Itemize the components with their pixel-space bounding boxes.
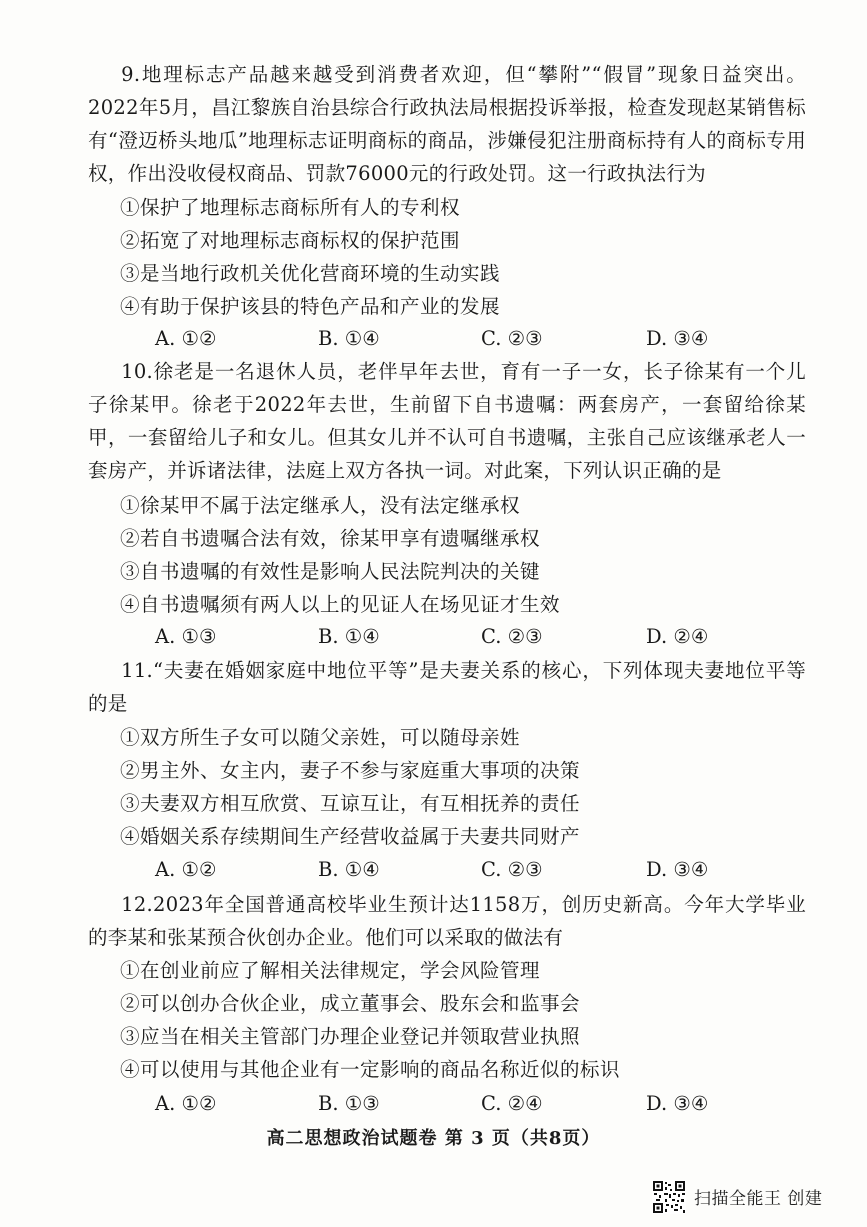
option-3: ③应当在相关主管部门办理企业登记并领取营业执照 xyxy=(120,1025,581,1048)
option-1: ①双方所生子女可以随父亲姓，可以随母亲姓 xyxy=(120,726,521,749)
option-4: ④有助于保护该县的特色产品和产业的发展 xyxy=(120,295,501,318)
choice-b: B. ①④ xyxy=(318,327,380,350)
choice-c: C. ②④ xyxy=(481,1092,543,1115)
option-2: ②若自书遗嘱合法有效，徐某甲享有遗嘱继承权 xyxy=(120,527,541,550)
option-1: ①在创业前应了解相关法律规定，学会风险管理 xyxy=(120,959,541,982)
choice-a: A. ①② xyxy=(155,858,217,881)
option-1: ①徐某甲不属于法定继承人，没有法定继承权 xyxy=(120,494,521,517)
option-3: ③是当地行政机关优化营商环境的生动实践 xyxy=(120,262,501,285)
choice-d: D. ③④ xyxy=(646,858,709,881)
option-1: ①保护了地理标志商标所有人的专利权 xyxy=(120,196,461,219)
choice-b: B. ①④ xyxy=(318,858,380,881)
option-2: ②可以创办合伙企业，成立董事会、股东会和监事会 xyxy=(120,992,581,1015)
question-stem: 11.“夫妻在婚姻家庭中地位平等”是夫妻关系的核心，下列体现夫妻地位平等的是 xyxy=(88,659,806,715)
page-footer: 高二思想政治试题卷 第 3 页（共8页） xyxy=(266,1128,601,1149)
answer-choices xyxy=(155,853,735,886)
option-2: ②男主外、女主内，妻子不参与家庭重大事项的决策 xyxy=(120,759,581,782)
choice-c: C. ②③ xyxy=(481,625,543,648)
answer-choices xyxy=(155,620,735,653)
option-2: ②拓宽了对地理标志商标权的保护范围 xyxy=(120,229,461,252)
option-4: ④婚姻关系存续期间生产经营收益属于夫妻共同财产 xyxy=(120,825,581,848)
option-4: ④自书遗嘱须有两人以上的见证人在场见证才生效 xyxy=(120,593,561,616)
qr-code-icon xyxy=(652,1180,686,1214)
answer-choices xyxy=(155,322,735,355)
choice-d: D. ③④ xyxy=(646,327,709,350)
choice-c: C. ②③ xyxy=(481,327,543,350)
choice-b: B. ①④ xyxy=(318,625,380,648)
choice-d: D. ②④ xyxy=(646,625,709,648)
answer-choices xyxy=(155,1087,735,1120)
choice-c: C. ②③ xyxy=(481,858,543,881)
choice-b: B. ①③ xyxy=(318,1092,380,1115)
question-stem: 10.徐老是一名退休人员，老伴早年去世，育有一子一女，长子徐某有一个儿子徐某甲。徐老于2022年去世，生前留下自书遗嘱：两套房产，一套留给徐某甲，一套留给儿子和女儿。但其女儿并不认可自书遗嘱，主张自己应该继承老人一套房产，并诉诸法律，法庭上双方各执一词。对此案，下列认识正确的是 xyxy=(88,360,806,482)
choice-a: A. ①③ xyxy=(155,625,217,648)
choice-d: D. ③④ xyxy=(646,1092,709,1115)
watermark-text: 扫描全能王 创建 xyxy=(694,1189,823,1209)
option-3: ③夫妻双方相互欣赏、互谅互让，有互相抚养的责任 xyxy=(120,792,581,815)
question-stem: 9.地理标志产品越来越受到消费者欢迎，但“攀附”“假冒”现象日益突出。2022年5月，昌江黎族自治县综合行政执法局根据投诉举报，检查发现赵某销售标有“澄迈桥头地瓜”地理标志证明商标的商品，涉嫌侵犯注册商标持有人的商标专用权，作出没收侵权商品、罚款76000元的行政处罚。这一行政执法行为 xyxy=(88,63,806,185)
choice-a: A. ①② xyxy=(155,327,217,350)
option-4: ④可以使用与其他企业有一定影响的商品名称近似的标识 xyxy=(120,1058,621,1081)
option-3: ③自书遗嘱的有效性是影响人民法院判决的关键 xyxy=(120,560,541,583)
choice-a: A. ①② xyxy=(155,1092,217,1115)
question-stem: 12.2023年全国普通高校毕业生预计达1158万，创历史新高。今年大学毕业的李某和张某预合伙创办企业。他们可以采取的做法有 xyxy=(88,893,806,949)
scanner-watermark xyxy=(652,1180,852,1216)
